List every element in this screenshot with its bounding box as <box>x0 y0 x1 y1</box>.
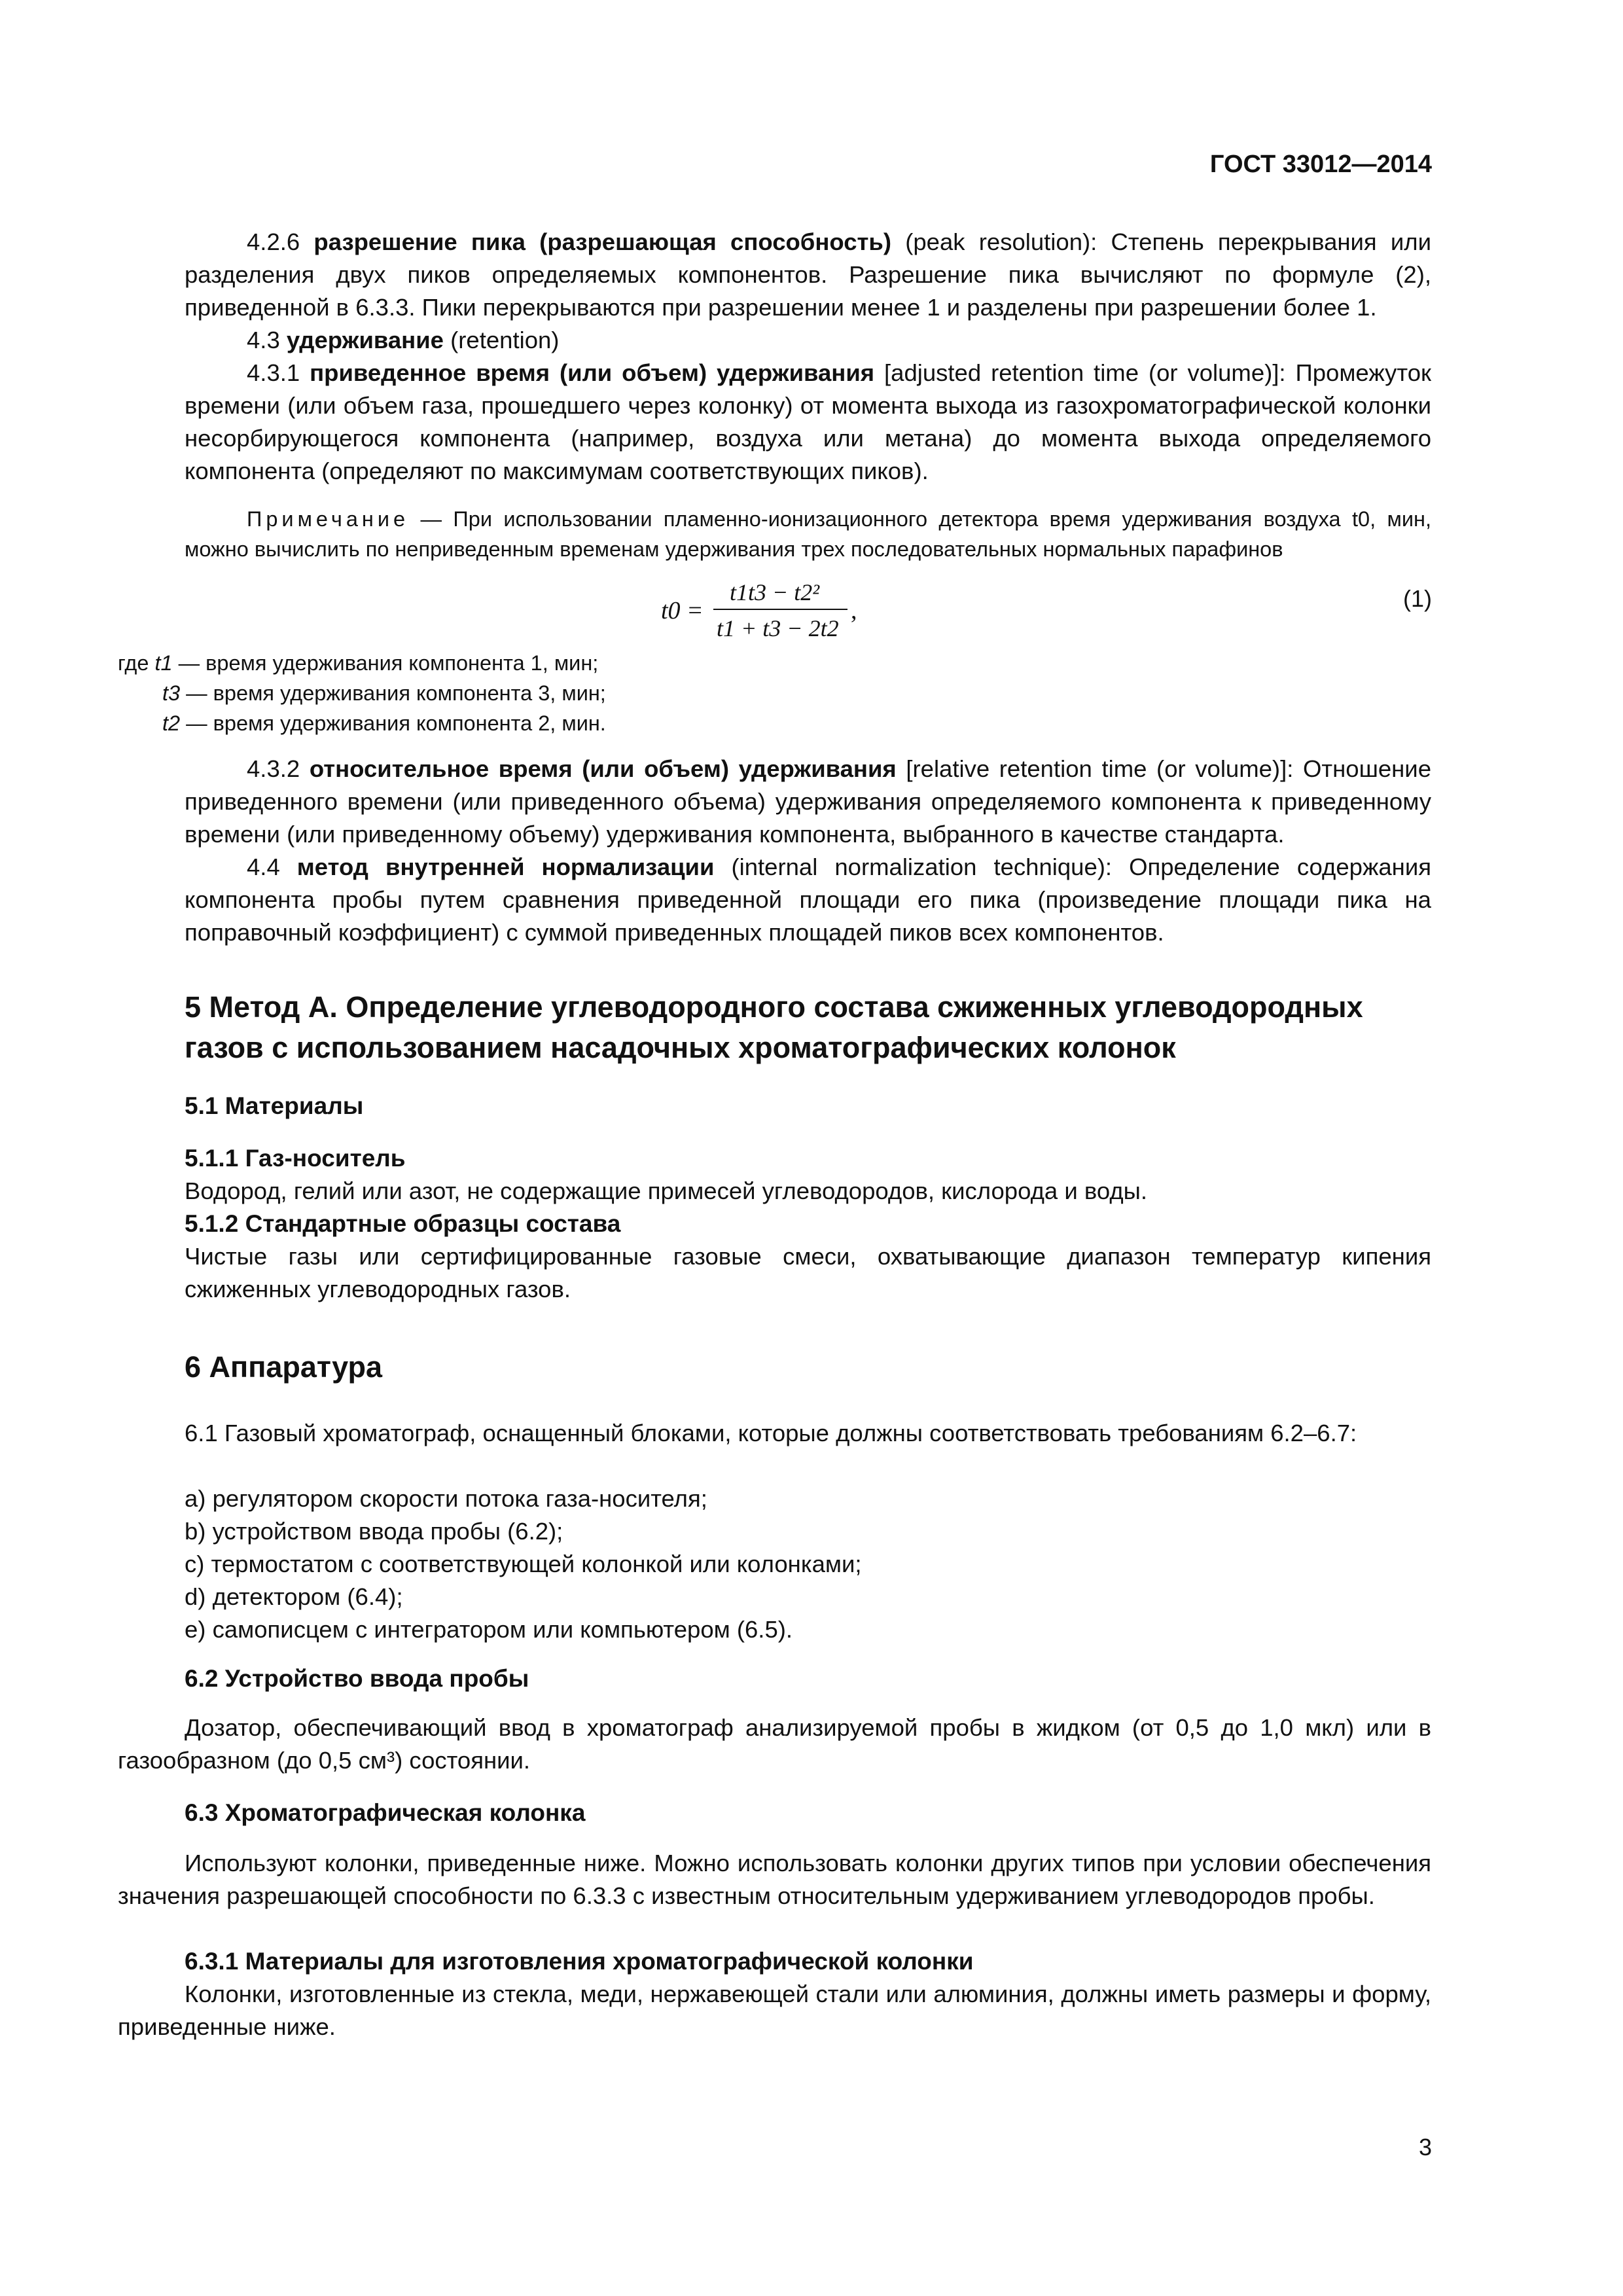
heading-6-3: 6.3 Хроматографическая колонка <box>185 1799 586 1826</box>
where-symbol: t3 <box>162 681 181 705</box>
formula-1 <box>661 576 870 648</box>
heading-6-2: 6.2 Устройство ввода пробы <box>185 1665 529 1692</box>
text-6-3-1: Колонки, изготовленные из стекла, меди, нержавеющей стали или алюминия, должны иметь размеры и форму, приведенные ниже. <box>118 1981 1431 2040</box>
text-6-3-wrap <box>118 1847 1431 1912</box>
formula-number: (1) <box>1403 585 1432 612</box>
note-block <box>185 504 1431 564</box>
section-6-heading: 6 Аппаратура <box>185 1350 383 1384</box>
where-desc: — время удерживания компонента 2, мин. <box>186 711 606 735</box>
list-item: c) термостатом с соответствующей колонкой или колонками; <box>185 1551 862 1577</box>
subsection-6-2 <box>185 1662 1431 1695</box>
subsection-6-3 <box>185 1797 1431 1829</box>
text-6-2: Дозатор, обеспечивающий ввод в хроматограф анализируемой пробы в жидком (от 0,5 до 1,0 мкл) или в газообразном (до 0,5 см³) состоянии. <box>118 1714 1431 1774</box>
term: приведенное время (или объем) удерживания <box>310 359 875 386</box>
where-row <box>118 678 772 708</box>
paragraph-4-3-2 <box>185 753 1431 851</box>
fraction-bar <box>713 609 847 610</box>
clause-text: (peak resolution): Степень перекрывания или разделения двух пиков определяемых компонентов. Разрешение пика вычисляют по формуле (2), приведенной в 6.3.3. Пики перекрываются при разрешении менее 1 и разделены при разрешении более 1. <box>185 228 1431 321</box>
term: метод внутренней нормализации <box>296 853 715 880</box>
clause-text: (internal normalization technique): Определение содержания компонента пробы путем сравнения приведенной площади его пика (произведение площади пика на поправочный коэффициент) с суммой приведенных площадей пиков всех компонентов. <box>185 853 1431 946</box>
list-item: b) устройством ввода пробы (6.2); <box>185 1518 563 1545</box>
page-number: 3 <box>1418 2134 1432 2161</box>
text-5-1-1: Водород, гелий или азот, не содержащие примесей углеводородов, кислорода и воды. <box>185 1177 1147 1204</box>
clause-number: 4.4 <box>247 853 280 880</box>
formula-comma: , <box>851 597 857 624</box>
paragraph-4-4 <box>185 851 1431 949</box>
term: удерживание <box>286 327 444 353</box>
where-list <box>118 648 772 738</box>
heading-5-1: 5.1 Материалы <box>185 1092 364 1119</box>
clause-number: 4.3.2 <box>247 755 300 782</box>
note-text: — При использовании пламенно-ионизационного детектора время удерживания воздуха t0, мин, можно вычислить по неприведенным временам удерживания трех последовательных нормальных парафинов <box>185 507 1432 561</box>
subsection-6-3-1 <box>185 1945 1431 1978</box>
heading-6-3-1: 6.3.1 Материалы для изготовления хроматографической колонки <box>185 1948 974 1975</box>
text-6-3: Используют колонки, приведенные ниже. Можно использовать колонки других типов при условии обеспечения значения разрешающей способности по 6.3.3 с известным относительным удерживанием углеводородов пробы. <box>118 1850 1431 1909</box>
section-5-heading: 5 Метод А. Определение углеводородного состава сжиженных углеводородных газов с использованием насадочных хроматографических колонок <box>185 990 1363 1064</box>
where-row <box>118 648 772 678</box>
section-5-heading-wrap <box>185 987 1431 1068</box>
clause-number: 4.3 <box>247 327 280 353</box>
list-item: d) детектором (6.4); <box>185 1583 403 1610</box>
list-item: e) самописцем с интегратором или компьютером (6.5). <box>185 1616 793 1643</box>
formula-numerator: t1t3 − t2² <box>730 579 820 605</box>
list-item: a) регулятором скорости потока газа-носителя; <box>185 1485 707 1512</box>
term: относительное время (или объем) удерживания <box>309 755 897 782</box>
paragraph-4-2-6 <box>185 226 1431 324</box>
text-6-1: 6.1 Газовый хроматограф, оснащенный блоками, которые должны соответствовать требованиям 6.2–6.7: <box>185 1420 1357 1446</box>
text-6-2-wrap <box>118 1712 1431 1777</box>
clause-number: 4.2.6 <box>247 228 300 255</box>
text-6-3-1-wrap <box>118 1978 1431 2043</box>
equipment-list <box>185 1482 1431 1646</box>
paragraph-4-3-1 <box>185 357 1431 488</box>
heading-5-1-2: 5.1.2 Стандартные образцы состава <box>185 1210 621 1237</box>
formula-denominator: t1 + t3 − 2t2 <box>717 615 839 641</box>
clause-text: [adjusted retention time (or volume)]: Промежуток времени (или объем газа, прошедшего через колонку) от момента выхода из газохроматографической колонки несорбирующегося компонента (например, воздуха или метана) до момента выхода определяемого компонента (определяют по максимумам соответствующих пиков). <box>185 359 1431 484</box>
section-6-heading-wrap <box>185 1347 1431 1388</box>
where-desc: — время удерживания компонента 3, мин; <box>186 681 606 705</box>
clause-number: 4.3.1 <box>247 359 300 386</box>
heading-5-1-1: 5.1.1 Газ-носитель <box>185 1145 406 1172</box>
clause-text: (retention) <box>450 327 560 353</box>
document-code: ГОСТ 33012—2014 <box>1209 151 1432 178</box>
subsection-6-1 <box>118 1417 1431 1450</box>
where-symbol: t2 <box>162 711 181 735</box>
where-prefix: где <box>118 651 149 675</box>
where-symbol: t1 <box>154 651 173 675</box>
where-row <box>118 708 772 738</box>
text-5-1-2: Чистые газы или сертифицированные газовые смеси, охватывающие диапазон температур кипения сжиженных углеводородных газов. <box>185 1243 1431 1302</box>
clause-text: [relative retention time (or volume)]: Отношение приведенного времени (или приведенного объема) удерживания определяемого компонента к приведенному времени (или приведенному объему) удерживания компонента, выбранного в качестве стандарта. <box>185 755 1431 848</box>
where-desc: — время удерживания компонента 1, мин; <box>178 651 599 675</box>
subsection-5-1 <box>185 1090 1431 1122</box>
note-label: Примечание <box>247 507 410 531</box>
paragraph-4-3 <box>185 324 1431 357</box>
subsection-5-1-1 <box>185 1142 1431 1306</box>
formula-lhs: t0 = <box>661 597 704 624</box>
term: разрешение пика (разрешающая способность) <box>313 228 891 255</box>
